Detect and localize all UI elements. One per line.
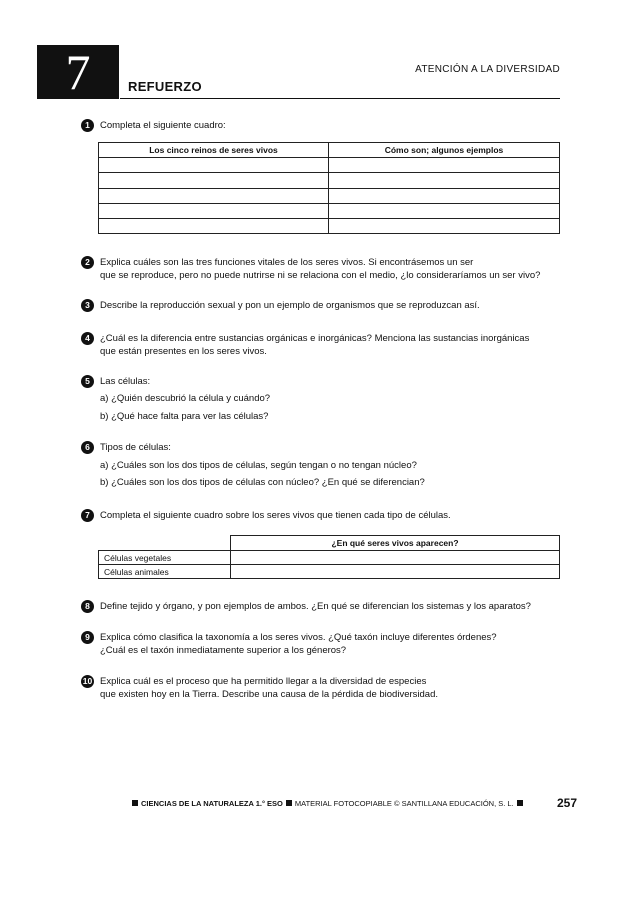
unit-number-box: 7 [37, 45, 119, 99]
table-cell[interactable] [329, 219, 560, 234]
question-number-badge: 8 [81, 600, 94, 613]
table-cell[interactable] [99, 158, 329, 173]
header-rule [120, 98, 560, 99]
question-number-badge: 4 [81, 332, 94, 345]
table-cell[interactable] [231, 565, 560, 579]
footer [129, 799, 526, 808]
question-number-badge: 7 [81, 509, 94, 522]
question-text: que se reproduce, pero no puede nutrirse ni se relaciona con el medio, ¿lo consideraríamos un ser vivo? [100, 270, 541, 281]
question-2 [81, 256, 540, 282]
question-8 [81, 600, 531, 613]
question-text: Las células: [100, 376, 151, 387]
question-number-badge: 9 [81, 631, 94, 644]
question-9 [81, 631, 497, 657]
question-4 [81, 332, 529, 358]
question-text: Define tejido y órgano, y pon ejemplos de ambos. ¿En qué se diferencian los sistemas y los aparatos? [100, 601, 531, 612]
question-text: Describe la reproducción sexual y pon un ejemplo de organismos que se reproduzcan así. [100, 300, 480, 311]
table-cell[interactable] [231, 551, 560, 565]
row-label: Células vegetales [99, 551, 231, 565]
table-cell[interactable] [99, 173, 329, 188]
table-header: Los cinco reinos de seres vivos [99, 143, 329, 158]
cell-types-table [98, 535, 560, 579]
table-header-empty [99, 536, 231, 551]
question-3 [81, 299, 480, 312]
table-header: Cómo son; algunos ejemplos [329, 143, 560, 158]
question-5 [81, 375, 150, 388]
square-bullet-icon [517, 800, 523, 806]
square-bullet-icon [286, 800, 292, 806]
table-row [99, 203, 560, 218]
table-row [99, 565, 560, 579]
question-text: ¿Cuál es el taxón inmediatamente superior a los géneros? [100, 645, 347, 656]
table-cell[interactable] [329, 173, 560, 188]
question-text: Explica cómo clasifica la taxonomía a los seres vivos. ¿Qué taxón incluye diferentes órdenes? [100, 632, 497, 643]
table-row [99, 188, 560, 203]
question-text: que están presentes en los seres vivos. [100, 346, 267, 357]
question-text: Completa el siguiente cuadro sobre los seres vivos que tienen cada tipo de células. [100, 510, 451, 521]
question-text: ¿Cuál es la diferencia entre sustancias orgánicas e inorgánicas? Menciona las sustancias inorgánicas [100, 333, 530, 344]
question-6 [81, 441, 171, 454]
question-text: que existen hoy en la Tierra. Describe una causa de la pérdida de biodiversidad. [100, 689, 438, 700]
square-bullet-icon [132, 800, 138, 806]
question-1 [81, 119, 226, 132]
question-text: Explica cuál es el proceso que ha permitido llegar a la diversidad de especies [100, 676, 427, 687]
question-number-badge: 6 [81, 441, 94, 454]
table-cell[interactable] [329, 188, 560, 203]
question-number-badge: 10 [82, 676, 93, 686]
table-row [99, 551, 560, 565]
kingdoms-table [98, 142, 560, 234]
question-number-badge: 5 [81, 375, 94, 388]
footer-subject: CIENCIAS DE LA NATURALEZA 1.° ESO [141, 799, 283, 808]
footer-copyright: MATERIAL FOTOCOPIABLE © SANTILLANA EDUCACIÓN, S. L. [294, 799, 514, 808]
table-cell[interactable] [329, 158, 560, 173]
section-title: REFUERZO [128, 79, 202, 94]
subquestion-5a: a) ¿Quién descubrió la célula y cuándo? [100, 393, 271, 404]
table-cell[interactable] [99, 188, 329, 203]
question-number-badge: 2 [81, 256, 94, 269]
question-text: Explica cuáles son las tres funciones vitales de los seres vivos. Si encontrásemos un ser [100, 257, 474, 268]
subquestion-6b: b) ¿Cuáles son los dos tipos de células con núcleo? ¿En qué se diferencian? [100, 477, 425, 488]
table-row [99, 219, 560, 234]
question-text: Completa el siguiente cuadro: [100, 120, 226, 131]
table-cell[interactable] [99, 203, 329, 218]
header-category: ATENCIÓN A LA DIVERSIDAD [415, 64, 560, 75]
table-row [99, 158, 560, 173]
table-cell[interactable] [329, 203, 560, 218]
question-7 [81, 509, 451, 522]
table-header: ¿En qué seres vivos aparecen? [231, 536, 560, 551]
table-cell[interactable] [99, 219, 329, 234]
table-row [99, 173, 560, 188]
question-10 [81, 675, 438, 701]
page-number: 257 [557, 796, 578, 810]
question-number-badge: 3 [81, 299, 94, 312]
subquestion-6a: a) ¿Cuáles son los dos tipos de células, según tengan o no tengan núcleo? [100, 460, 417, 471]
row-label: Células animales [99, 565, 231, 579]
question-text: Tipos de células: [100, 442, 171, 453]
question-number-badge: 1 [81, 119, 94, 132]
subquestion-5b: b) ¿Qué hace falta para ver las células? [100, 411, 269, 422]
